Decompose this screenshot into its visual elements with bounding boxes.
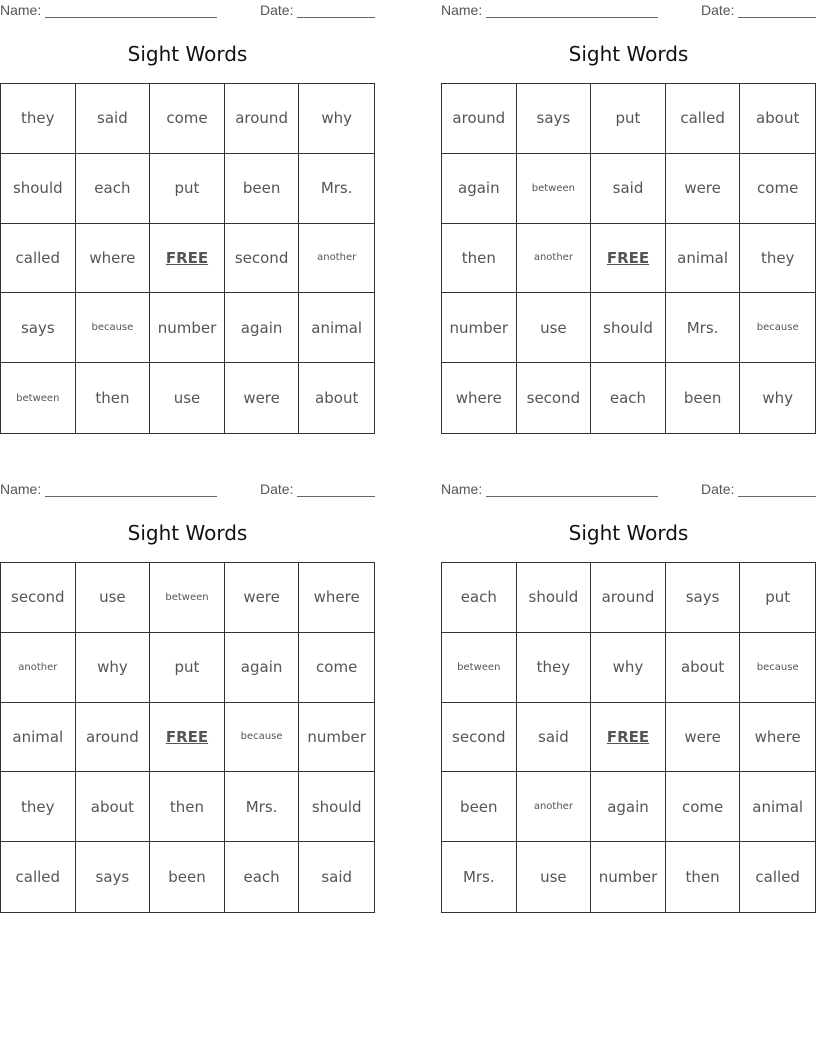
word-cell: around <box>225 84 300 154</box>
word-cell: second <box>225 224 300 294</box>
word-cell: should <box>1 154 76 224</box>
word-cell: Mrs. <box>666 293 741 363</box>
word-cell: number <box>299 703 374 773</box>
word-cell: about <box>740 84 815 154</box>
bingo-card-1 <box>0 0 375 434</box>
word-cell: should <box>591 293 666 363</box>
word-cell: put <box>591 84 666 154</box>
free-space-cell: FREE <box>150 703 225 773</box>
word-cell: called <box>666 84 741 154</box>
word-cell: again <box>225 633 300 703</box>
word-cell: they <box>740 224 815 294</box>
word-cell: because <box>76 293 151 363</box>
name-label: Name: <box>0 2 42 18</box>
word-cell: been <box>666 363 741 433</box>
word-cell: animal <box>299 293 374 363</box>
word-cell: because <box>740 293 815 363</box>
word-cell: called <box>1 842 76 912</box>
word-cell: animal <box>666 224 741 294</box>
name-label: Name: <box>0 481 42 497</box>
word-cell: another <box>517 224 592 294</box>
card-title: Sight Words <box>127 42 248 66</box>
word-cell: between <box>1 363 76 433</box>
card-title: Sight Words <box>568 42 689 66</box>
word-cell: where <box>76 224 151 294</box>
name-blank-line <box>486 17 658 18</box>
word-cell: where <box>299 563 374 633</box>
word-cell: should <box>517 563 592 633</box>
word-cell: between <box>517 154 592 224</box>
word-cell: around <box>76 703 151 773</box>
word-cell: were <box>666 154 741 224</box>
word-cell: Mrs. <box>299 154 374 224</box>
word-cell: were <box>225 563 300 633</box>
word-cell: because <box>225 703 300 773</box>
name-date-header <box>441 481 816 499</box>
word-cell: says <box>76 842 151 912</box>
word-cell: each <box>76 154 151 224</box>
word-cell: says <box>1 293 76 363</box>
word-cell: they <box>1 772 76 842</box>
date-blank-line <box>738 496 816 497</box>
word-cell: then <box>76 363 151 433</box>
date-label: Date: <box>260 2 294 18</box>
word-cell: were <box>225 363 300 433</box>
bingo-card-2 <box>441 0 816 434</box>
word-cell: says <box>517 84 592 154</box>
word-grid <box>0 562 375 913</box>
word-cell: again <box>225 293 300 363</box>
word-cell: should <box>299 772 374 842</box>
free-space-cell: FREE <box>591 703 666 773</box>
word-cell: another <box>517 772 592 842</box>
word-cell: another <box>1 633 76 703</box>
word-cell: number <box>150 293 225 363</box>
word-cell: come <box>740 154 815 224</box>
word-cell: put <box>150 154 225 224</box>
word-cell: said <box>517 703 592 773</box>
card-title: Sight Words <box>127 521 248 545</box>
word-cell: use <box>517 293 592 363</box>
date-blank-line <box>297 17 375 18</box>
date-blank-line <box>738 17 816 18</box>
word-cell: about <box>76 772 151 842</box>
word-cell: been <box>225 154 300 224</box>
word-cell: use <box>76 563 151 633</box>
free-space-cell: FREE <box>150 224 225 294</box>
word-cell: second <box>517 363 592 433</box>
name-blank-line <box>45 17 217 18</box>
word-cell: then <box>442 224 517 294</box>
word-cell: each <box>591 363 666 433</box>
date-label: Date: <box>701 2 735 18</box>
word-grid <box>441 562 816 913</box>
name-date-header <box>0 481 375 499</box>
name-date-header <box>0 2 375 20</box>
word-cell: number <box>442 293 517 363</box>
date-label: Date: <box>701 481 735 497</box>
word-cell: around <box>591 563 666 633</box>
word-cell: come <box>666 772 741 842</box>
word-grid <box>441 83 816 434</box>
word-cell: been <box>150 842 225 912</box>
word-cell: said <box>591 154 666 224</box>
word-cell: they <box>517 633 592 703</box>
word-cell: come <box>299 633 374 703</box>
word-cell: use <box>517 842 592 912</box>
word-cell: why <box>762 389 794 408</box>
name-blank-line <box>486 496 658 497</box>
word-cell: again <box>442 154 517 224</box>
name-label: Name: <box>441 2 483 18</box>
word-cell: then <box>666 842 741 912</box>
word-cell: where <box>442 363 517 433</box>
word-cell: again <box>591 772 666 842</box>
word-cell: another <box>299 224 374 294</box>
word-cell: where <box>740 703 815 773</box>
bingo-card-3 <box>0 479 375 913</box>
word-cell: use <box>150 363 225 433</box>
word-cell: animal <box>1 703 76 773</box>
word-cell: been <box>442 772 517 842</box>
word-cell: why <box>76 633 151 703</box>
word-cell: called <box>755 868 800 887</box>
name-label: Name: <box>441 481 483 497</box>
word-cell: between <box>442 633 517 703</box>
word-cell: second <box>442 703 517 773</box>
word-cell: they <box>1 84 76 154</box>
word-cell: said <box>76 84 151 154</box>
free-space-cell: FREE <box>591 224 666 294</box>
bingo-card-4 <box>441 479 816 913</box>
word-cell: why <box>299 84 374 154</box>
word-cell: around <box>442 84 517 154</box>
word-cell: second <box>1 563 76 633</box>
date-blank-line <box>297 496 375 497</box>
card-title: Sight Words <box>568 521 689 545</box>
word-cell: put <box>740 563 815 633</box>
word-cell: number <box>591 842 666 912</box>
word-cell: were <box>666 703 741 773</box>
word-cell: why <box>591 633 666 703</box>
word-cell: Mrs. <box>225 772 300 842</box>
word-cell: about <box>315 389 359 408</box>
date-label: Date: <box>260 481 294 497</box>
word-cell: Mrs. <box>442 842 517 912</box>
word-cell: animal <box>740 772 815 842</box>
word-cell: put <box>150 633 225 703</box>
word-cell: each <box>442 563 517 633</box>
word-cell: called <box>1 224 76 294</box>
word-cell: come <box>150 84 225 154</box>
word-cell: said <box>321 868 353 887</box>
word-cell: because <box>740 633 815 703</box>
word-grid <box>0 83 375 434</box>
word-cell: then <box>150 772 225 842</box>
word-cell: between <box>150 563 225 633</box>
name-blank-line <box>45 496 217 497</box>
word-cell: each <box>225 842 300 912</box>
word-cell: about <box>666 633 741 703</box>
name-date-header <box>441 2 816 20</box>
word-cell: says <box>666 563 741 633</box>
